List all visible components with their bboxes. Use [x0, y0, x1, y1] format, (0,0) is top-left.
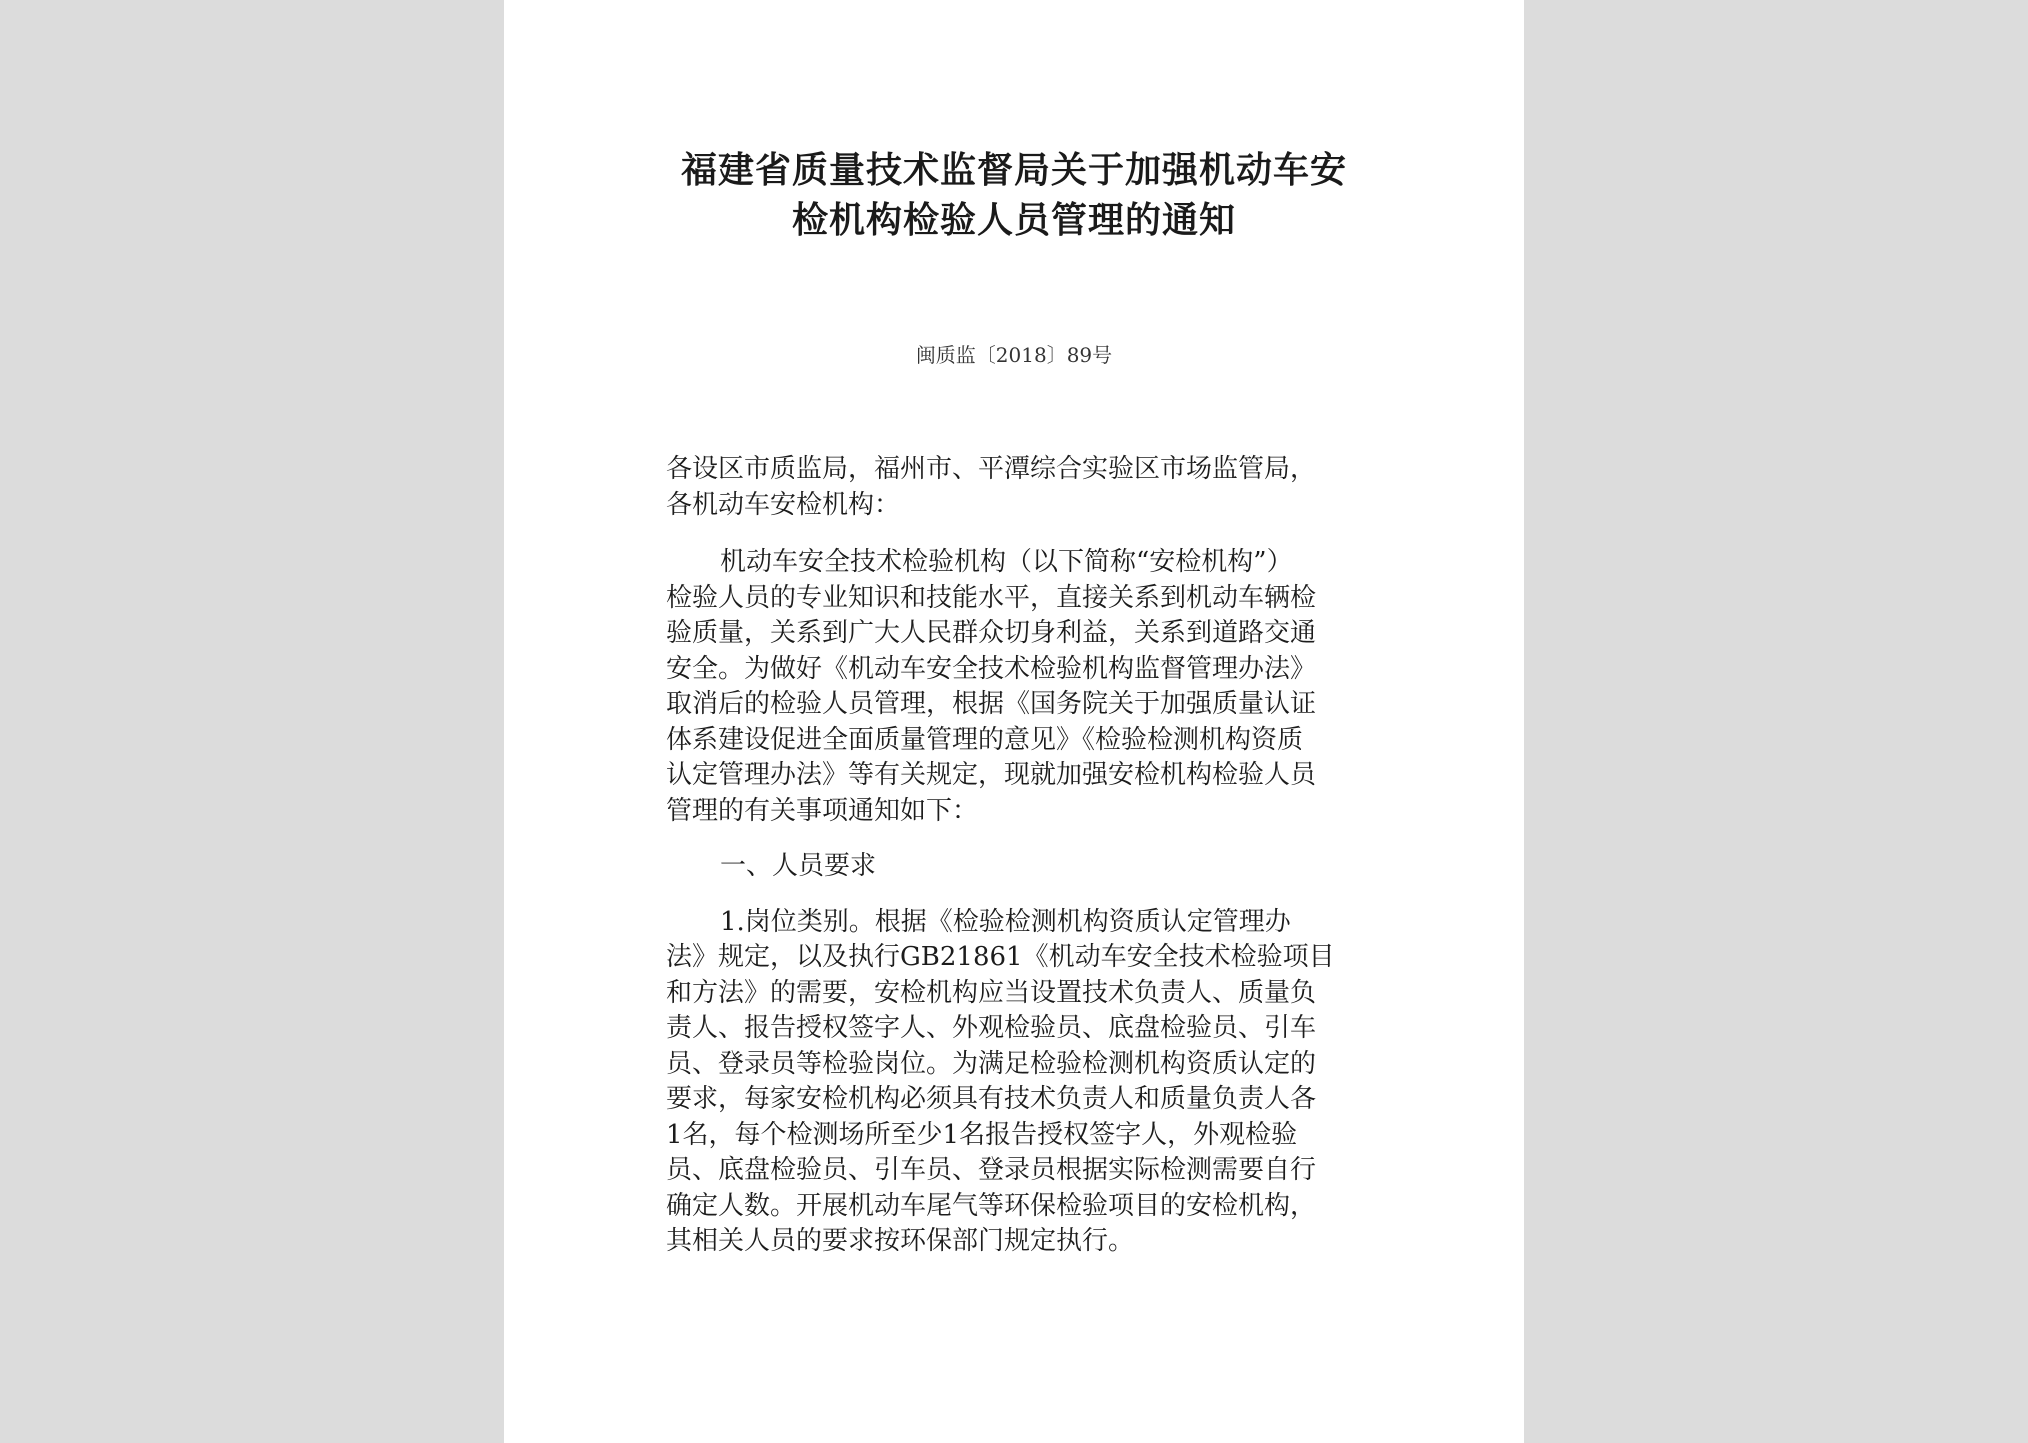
text-line: 责人、报告授权签字人、外观检验员、底盘检验员、引车 [666, 1013, 1317, 1043]
text-line: 取消后的检验人员管理，根据《国务院关于加强质量认证 [666, 689, 1317, 719]
text-line: 法》规定，以及执行GB21861《机动车安全技术检验项目 [666, 942, 1335, 972]
text-line: 确定人数。开展机动车尾气等环保检验项目的安检机构， [666, 1190, 1317, 1221]
document-page [504, 0, 1524, 1443]
intro-paragraph [666, 545, 1366, 829]
section-heading [666, 849, 1366, 885]
document-number: 闽质监〔2018〕89号 [915, 343, 1113, 367]
text-line: 各机动车安检机构： [666, 489, 901, 520]
text-line: 员、底盘检验员、引车员、登录员根据实际检测需要自行 [666, 1155, 1317, 1185]
text-line: 检验人员的专业知识和技能水平，直接关系到机动车辆检 [666, 582, 1317, 613]
text-line: 管理的有关事项通知如下： [666, 795, 979, 826]
addressee-paragraph [666, 452, 1366, 523]
title-line: 检机构检验人员管理的通知 [791, 200, 1236, 241]
text-line: 机动车安全技术检验机构（以下简称“安检机构”） [720, 547, 1293, 577]
section-heading-text: 一、人员要求 [720, 851, 877, 881]
text-line: 1.岗位类别。根据《检验检测机构资质认定管理办 [720, 906, 1291, 937]
title-line: 福建省质量技术监督局关于加强机动车安 [680, 150, 1347, 191]
text-line: 体系建设促进全面质量管理的意见》《检验检测机构资质 [666, 724, 1304, 755]
text-line: 验质量，关系到广大人民群众切身利益，关系到道路交通 [666, 618, 1317, 648]
text-line: 员、登录员等检验岗位。为满足检验检测机构资质认定的 [666, 1048, 1317, 1079]
text-line: 其相关人员的要求按环保部门规定执行。 [666, 1226, 1135, 1256]
text-line: 安全。为做好《机动车安全技术检验机构监督管理办法》 [666, 653, 1317, 684]
text-line: 要求，每家安检机构必须具有技术负责人和质量负责人各 [666, 1084, 1317, 1114]
text-line: 各设区市质监局，福州市、平潭综合实验区市场监管局， [666, 454, 1317, 484]
item-1-paragraph [666, 905, 1366, 1260]
document-title [504, 146, 1524, 246]
text-line: 1名，每个检测场所至少1名报告授权签字人，外观检验 [666, 1119, 1298, 1150]
text-line: 认定管理办法》等有关规定，现就加强安检机构检验人员 [666, 760, 1317, 790]
text-line: 和方法》的需要，安检机构应当设置技术负责人、质量负 [666, 977, 1317, 1008]
document-body [666, 452, 1366, 1276]
